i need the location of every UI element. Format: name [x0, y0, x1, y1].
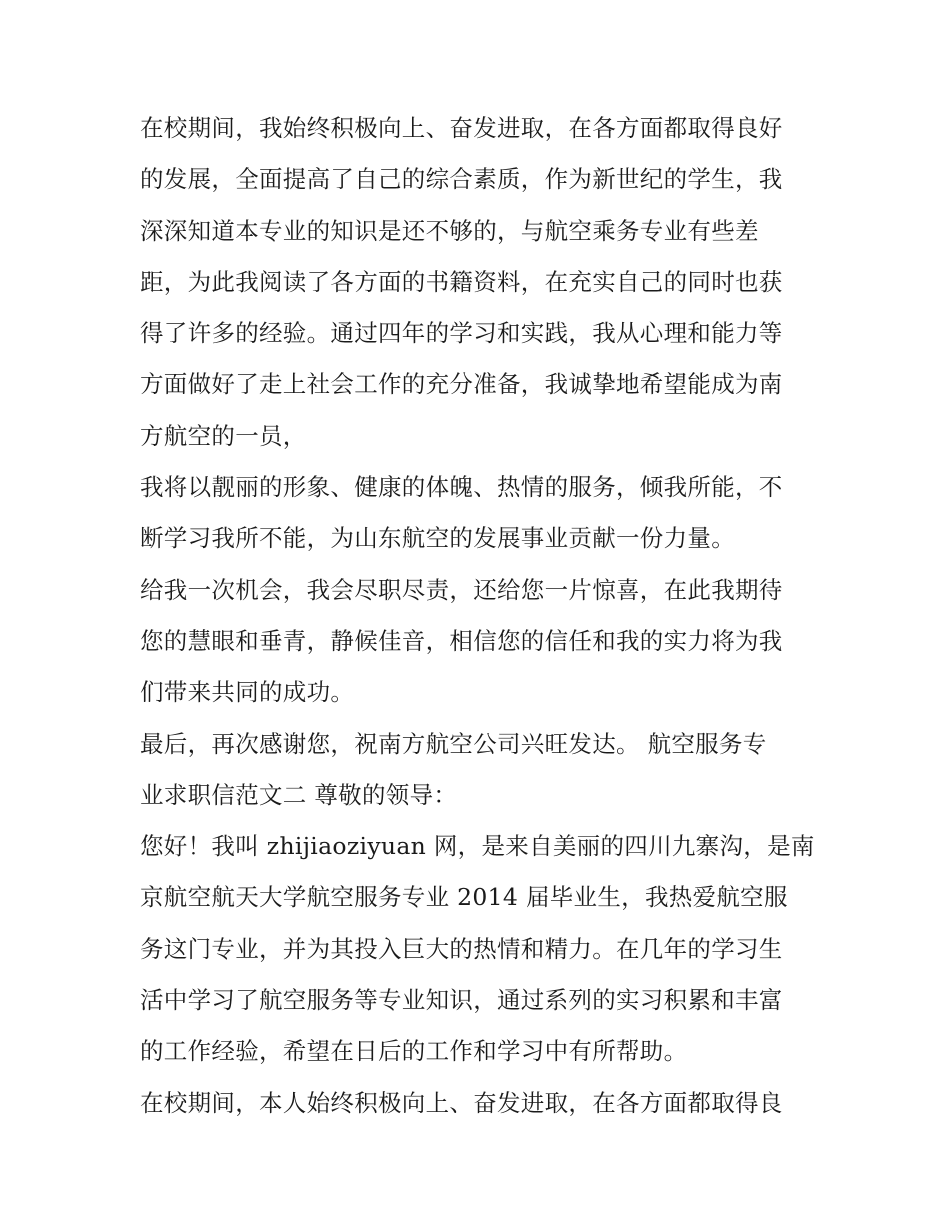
text-line: 最后，再次感谢您，祝南方航空公司兴旺发达。 航空服务专 [140, 729, 767, 758]
text-line: 您的慧眼和垂青，静候佳音，相信您的信任和我的实力将为我 [140, 626, 783, 655]
text-line: 的发展，全面提高了自己的综合素质，作为新世纪的学生，我 [140, 165, 783, 194]
text-line: 在校期间，本人始终积极向上、奋发进取，在各方面都取得良 [140, 1088, 783, 1117]
text-line: 我将以靓丽的形象、健康的体魄、热情的服务，倾我所能，不 [140, 473, 783, 502]
text-line: 业求职信范文二 尊敬的领导： [140, 780, 458, 809]
text-line: 给我一次机会，我会尽职尽责，还给您一片惊喜，在此我期待 [140, 575, 783, 604]
text-line: 务这门专业，并为其投入巨大的热情和精力。在几年的学习生 [140, 934, 783, 963]
text-line: 断学习我所不能，为山东航空的发展事业贡献一份力量。 [140, 524, 735, 553]
text-line: 们带来共同的成功。 [140, 678, 355, 707]
text-line: 深深知道本专业的知识是还不够的，与航空乘务专业有些差 [140, 216, 759, 245]
text-line: 方面做好了走上社会工作的充分准备，我诚挚地希望能成为南 [140, 370, 783, 399]
text-line: 京航空航天大学航空服务专业 2014 届毕业生，我热爱航空服 [140, 883, 788, 912]
text-line: 得了许多的经验。通过四年的学习和实践，我从心理和能力等 [140, 319, 783, 348]
letter-body [140, 103, 820, 1129]
text-line: 方航空的一员， [140, 421, 307, 450]
text-line: 距，为此我阅读了各方面的书籍资料，在充实自己的同时也获 [140, 267, 783, 296]
text-line: 的工作经验，希望在日后的工作和学习中有所帮助。 [140, 1037, 688, 1066]
text-line: 在校期间，我始终积极向上、奋发进取，在各方面都取得良好 [140, 114, 783, 142]
text-line: 您好！我叫 zhijiaoziyuan 网，是来自美丽的四川九寨沟，是南 [140, 832, 815, 861]
text-line: 活中学习了航空服务等专业知识，通过系列的实习积累和丰富 [140, 986, 783, 1015]
